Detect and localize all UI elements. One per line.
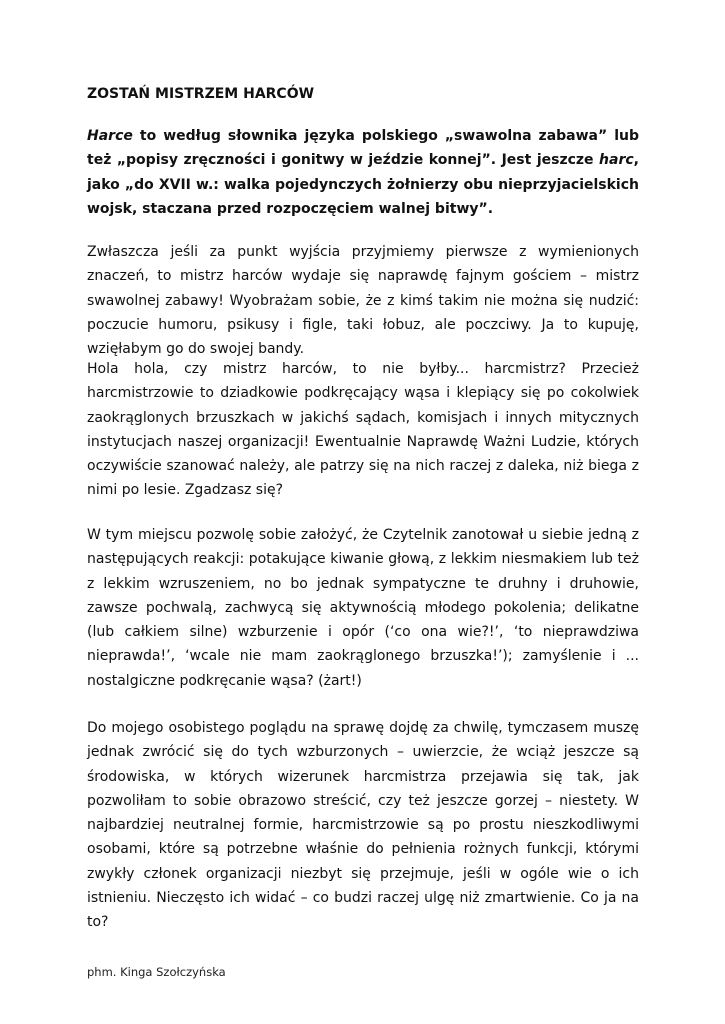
body-paragraph-3: W tym miejscu pozwolę sobie założyć, że Czytelnik zanotował u siebie jedną z następujących reakcji: potakujące kiwanie głową, z lekkim niesmakiem lub też z lekkim wzruszeniem, no bo jednak sympatyczne te druhny i druhowie, zawsze pochwalą, zachwycą się aktywnością młodego pokolenia; delikatne (lub całkiem silne) wzburzenie i opór (‘co ona wie?!’, ‘to nieprawdziwa nieprawda!’, ‘wcale nie mam zaokrąglonego brzuszka!’); zamyślenie i ... nostalgiczne podkręcanie wąsa? (żart!) xyxy=(87,527,639,689)
lead-term-2: harc xyxy=(599,152,634,169)
lead-text-1: to według słownika języka polskiego „swawolna zabawa” lub też „popisy zręczności i gonitwy w jeździe konnej”. Jest jeszcze xyxy=(87,128,639,169)
lead-paragraph xyxy=(87,124,639,221)
lead-term: Harce xyxy=(87,128,133,144)
body-paragraph-1: Zwłaszcza jeśli za punkt wyjścia przyjmiemy pierwsze z wymienionych znaczeń, to mistrz harców wydaje się naprawdę fajnym gościem – mistrz swawolnej zabawy! Wyobrażam sobie, że z kimś takim nie można się nudzić: poczucie humoru, psikusy i figle, taki łobuz, ale poczciwy. Ja to kupuję, wzięłabym go do swojej bandy. xyxy=(87,244,639,358)
lead-text-2: , jako „do XVII w.: walka pojedynczych żołnierzy obu nieprzyjacielskich wojsk, staczana przed rozpoczęciem walnej bitwy”. xyxy=(87,152,639,217)
document-title: ZOSTAŃ MISTRZEM HARCÓW xyxy=(87,86,315,102)
body-paragraph-2: Hola hola, czy mistrz harców, to nie byłby... harcmistrz? Przecież harcmistrzowie to dziadkowie podkręcający wąsa i klepiący się po cokolwiek zaokrąglonych brzuszkach w jakichś sądach, komisjach i innych mitycznych instytucjach naszej organizacji! Ewentualnie Naprawdę Ważni Ludzie, których oczywiście szanować należy, ale patrzy się na nich raczej z daleka, niż biega z nimi po lesie. Zgadzasz się? xyxy=(87,361,639,499)
body-paragraph-4: Do mojego osobistego poglądu na sprawę dojdę za chwilę, tymczasem muszę jednak zwrócić się do tych wzburzonych – uwierzcie, że wciąż jeszcze są środowiska, w których wizerunek harcmistrza przejawia się tak, jak pozwoliłam to sobie obrazowo streścić, czy też jeszcze gorzej – niestety. W najbardziej neutralnej formie, harcmistrzowie są po prostu nieszkodliwymi osobami, które są potrzebne właśnie do pełnienia rożnych funkcji, którymi zwykły członek organizacji niezbyt się przejmuje, jeśli w ogóle wie o ich istnieniu. Nieczęsto ich widać – co budzi raczej ulgę niż zmartwienie. Co ja na to? xyxy=(87,720,639,931)
author-footer: phm. Kinga Szołczyńska xyxy=(87,965,226,979)
